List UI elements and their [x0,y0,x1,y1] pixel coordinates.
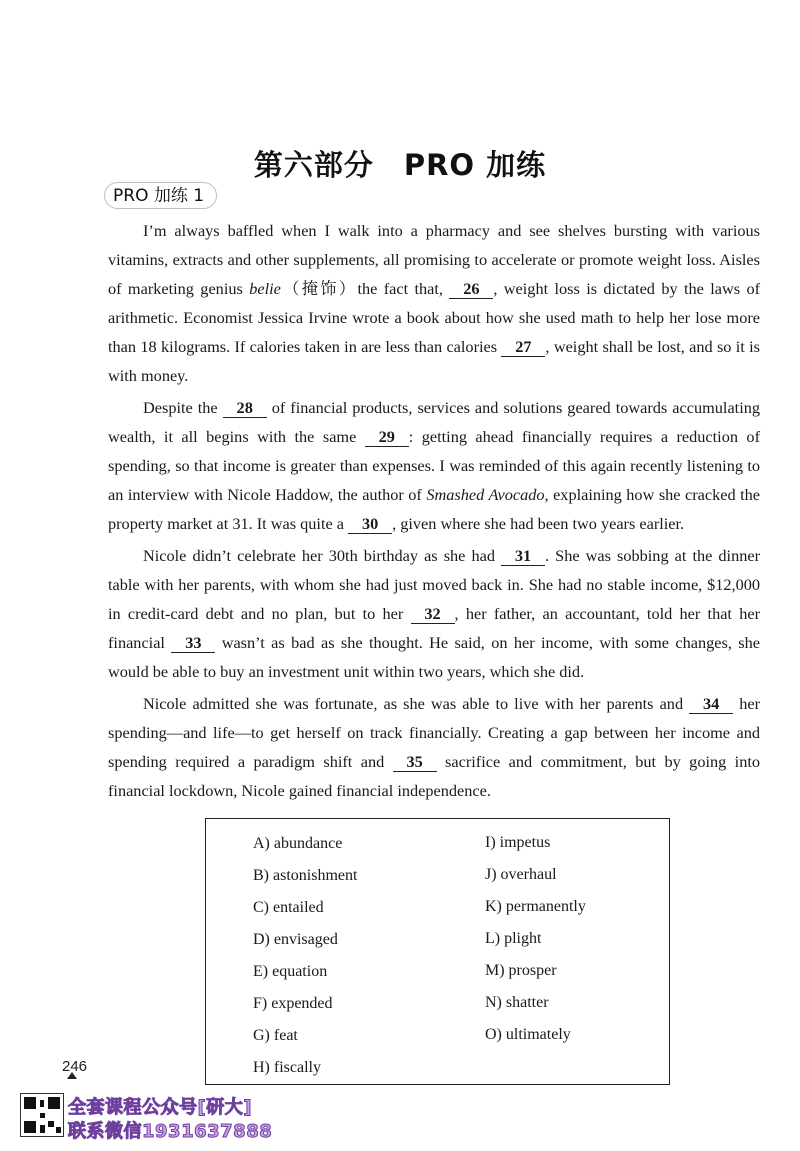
text-segment: , weight shall be lost, and so it is with money. [108,337,761,385]
option-c: C) entailed [253,899,324,916]
blank-29: 29 [365,427,409,447]
option-j: J) overhaul [485,866,557,883]
text-segment: Nicole admitted she was fortunate, as she was able to live with her parents and [143,694,690,713]
qr-code-icon [20,1093,64,1137]
text-segment: , her father, an accountant, told her that her financial [108,604,760,652]
text-segment: of financial products, services and solutions geared towards accumulating wealth, it all begins with the same [108,398,760,446]
option-h: H) fiscally [253,1059,321,1076]
paragraph-3 [108,541,760,686]
page-title: 第六部分 PRO 加练 [253,148,547,182]
paragraph-1 [108,216,760,390]
text-segment: her spending—and life—to get herself on track financially. Creating a gap between her income and spending required a paradigm shift and [108,694,761,771]
book-title: Smashed Avocado [426,485,545,504]
blank-33: 33 [171,633,215,653]
blank-28: 28 [223,398,267,418]
text-segment: Nicole didn’t celebrate her 30th birthday as she had [143,546,502,565]
text-segment: wasn’t as bad as she thought. He said, on her income, with some changes, she would be able to buy an investment unit within two years, which she did. [108,633,760,681]
option-i: I) impetus [485,834,551,851]
option-f: F) expended [253,995,333,1012]
blank-31: 31 [501,546,545,566]
blank-26: 26 [449,279,493,299]
text-segment: : getting ahead financially requires a reduction of spending, so that income is greater than expenses. I was reminded of this again recently listening to an interview with Nicole Haddow, the author of [108,427,760,504]
option-m: M) prosper [485,962,557,979]
text-segment: . She was sobbing at the dinner table with her parents, with whom she had just moved back in. She had no stable income, $12,000 in credit-card debt and no plan, but to her [108,546,760,623]
option-o: O) ultimately [485,1026,571,1043]
text-segment: , given where she had been two years earlier. [392,514,685,533]
paragraph-2 [108,393,760,538]
text-segment: （掩饰）the fact that, [280,279,450,298]
watermark-line-1: 全套课程公众号[研大] [68,1097,252,1118]
watermark-line-2: 联系微信1931637888 [68,1121,273,1142]
text-segment: I’m always baffled when I walk into a pharmacy and see shelves bursting with various vitamins, extracts and other supplements, all promising to accelerate or promote weight loss. Aisles of marketing genius [108,221,760,298]
option-g: G) feat [253,1027,298,1044]
italic-word: belie [249,279,281,298]
text-segment: Despite the [143,398,223,417]
option-d: D) envisaged [253,931,338,948]
option-a: A) abundance [253,835,343,852]
option-e: E) equation [253,963,328,980]
blank-30: 30 [348,514,392,534]
text-segment: , explaining how she cracked the property market at 31. It was quite a [108,485,761,533]
option-l: L) plight [485,930,542,947]
option-k: K) permanently [485,898,586,915]
page-number: 246 [62,1058,88,1075]
blank-27: 27 [501,337,545,357]
option-n: N) shatter [485,994,549,1011]
section-label: PRO 加练 1 [104,182,217,209]
cursor-icon [67,1072,77,1079]
option-b: B) astonishment [253,867,358,884]
text-segment: , weight loss is dictated by the laws of arithmetic. Economist Jessica Irvine wrote a book about how she used math to help her lose more than 18 kilograms. If calories taken in are less than calories [108,279,761,356]
passage [108,216,760,808]
paragraph-4 [108,689,760,805]
word-bank [205,818,670,1085]
blank-35: 35 [393,752,437,772]
blank-34: 34 [689,694,733,714]
blank-32: 32 [411,604,455,624]
text-segment: sacrifice and commitment, but by going into financial lockdown, Nicole gained financial independence. [108,752,760,800]
